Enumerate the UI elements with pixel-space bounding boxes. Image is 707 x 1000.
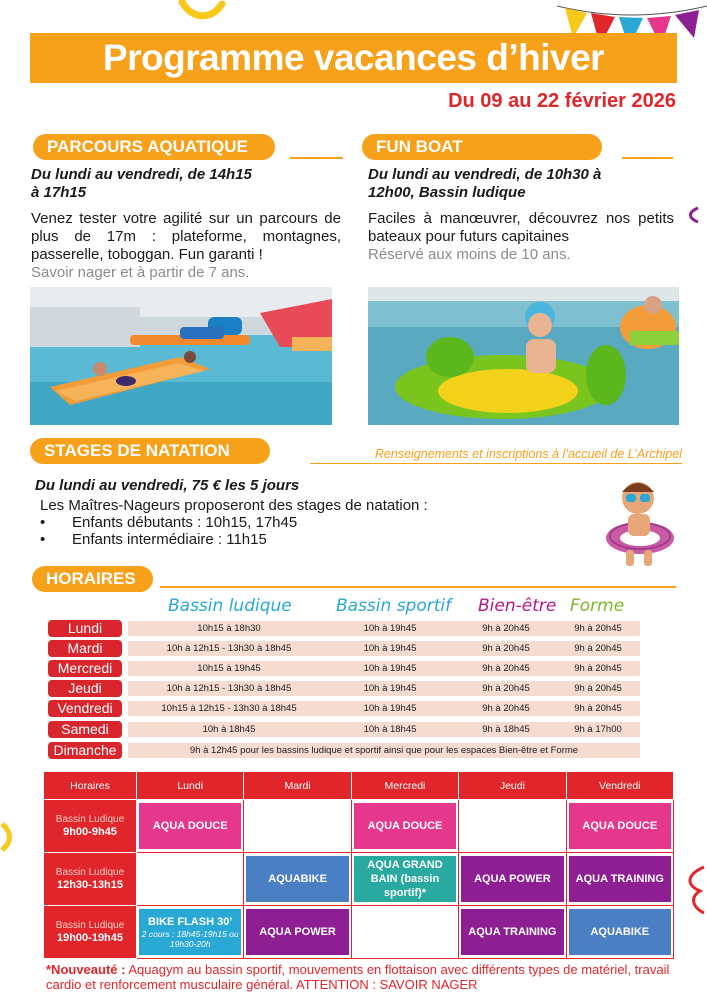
activity-aquabike: AQUABIKE [569, 909, 671, 955]
activity-cell [459, 853, 566, 906]
hours-cell: 9h à 20h45 [482, 703, 530, 714]
parcours-description: Venez tester votre agilité sur un parcours de plus de 17m : plateforme, montagnes, passerelle, toboggan. Fun garanti ! [31, 210, 341, 263]
activity-aqua-training: AQUA TRAINING [569, 856, 671, 902]
hours-cell: 10h à 19h45 [363, 623, 417, 634]
heading-rule [622, 157, 673, 159]
stages-intro: Les Maîtres-Nageurs proposeront des stages de natation : [40, 497, 428, 514]
header-jeudi: Jeudi [459, 772, 566, 800]
hours-cell: 9h à 20h45 [574, 643, 622, 654]
parcours-condition: Savoir nager et à partir de 7 ans. [31, 264, 250, 281]
hours-cell: 9h à 20h45 [574, 703, 622, 714]
activities-table [43, 771, 674, 959]
slot-label: Bassin Ludique 9h00-9h45 [44, 800, 137, 853]
hours-cell: 9h à 18h45 [482, 724, 530, 735]
activity-cell [244, 906, 351, 959]
activity-aqua-douce: AQUA DOUCE [354, 803, 456, 849]
section-heading-parcours: PARCOURS AQUATIQUE [33, 134, 275, 160]
activity-bike-flash: BIKE FLASH 30’ 2 cours : 18h45-19h15 ou 19h30-20h [139, 909, 241, 955]
hours-cell: 9h à 20h45 [482, 683, 530, 694]
heading-rule [160, 586, 676, 588]
hours-cell: 9h à 20h45 [574, 623, 622, 634]
activity-cell [459, 906, 566, 959]
table-header-row [44, 772, 674, 800]
hours-cell: 10h à 12h15 - 13h30 à 18h45 [166, 683, 292, 694]
parcours-schedule: Du lundi au vendredi, de 14h15 à 17h15 [31, 166, 252, 201]
funboat-condition: Réservé aux moins de 10 ans. [368, 246, 571, 263]
footnote-nouveaute: *Nouveauté : Aquagym au bassin sportif, mouvements en flottaison avec différents types de matériel, travail cardio et renforcement musculaire général. ATTENTION : SAVOIR NAGER [46, 962, 670, 992]
hours-cell: 10h à 19h45 [363, 683, 417, 694]
list-item: • Enfants débutants : 10h15, 17h45 [40, 514, 298, 531]
funboat-description: Faciles à manœuvrer, découvrez nos petits bateaux pour futurs capitaines [368, 210, 674, 245]
column-header-bien-etre: Bien-être [478, 596, 557, 616]
activity-cell [244, 853, 351, 906]
table-row [44, 800, 674, 853]
day-label-dimanche: Dimanche [48, 742, 122, 759]
stages-schedule: Du lundi au vendredi, 75 € les 5 jours [35, 477, 300, 494]
header-mercredi: Mercredi [351, 772, 458, 800]
activity-cell [137, 906, 244, 959]
table-row [44, 853, 674, 906]
hours-cell: 10h15 à 12h15 - 13h30 à 18h45 [161, 703, 297, 714]
day-label-mercredi: Mercredi [48, 660, 122, 677]
activity-cell-empty [351, 906, 458, 959]
slot-label: Bassin Ludique 12h30-13h15 [44, 853, 137, 906]
slot-label: Bassin Ludique 19h00-19h45 [44, 906, 137, 959]
activity-aquabike: AQUABIKE [246, 856, 348, 902]
swimmer-kid-illustration [600, 474, 678, 570]
column-header-forme: Forme [570, 596, 625, 616]
hours-cell: 9h à 12h45 pour les bassins ludique et sportif ainsi que pour les espaces Bien-être et Forme [189, 745, 579, 756]
header-vendredi: Vendredi [566, 772, 673, 800]
day-label-lundi: Lundi [48, 620, 122, 637]
column-header-bassin-sportif: Bassin sportif [336, 596, 452, 616]
decorative-swirl-icon [0, 822, 14, 852]
header-lundi: Lundi [137, 772, 244, 800]
hours-cell: 9h à 17h00 [574, 724, 622, 735]
hours-cell: 9h à 20h45 [482, 623, 530, 634]
list-item: • Enfants intermédiaire : 11h15 [40, 531, 267, 548]
activity-cell [566, 800, 673, 853]
page-title: Programme vacances d’hiver [102, 37, 605, 78]
hours-cell: 10h à 18h45 [363, 724, 417, 735]
activity-cell-empty [137, 853, 244, 906]
hours-cell: 10h à 19h45 [363, 663, 417, 674]
hours-cell: 10h à 19h45 [363, 643, 417, 654]
hours-cell: 10h15 à 18h30 [197, 623, 261, 634]
day-label-jeudi: Jeudi [48, 680, 122, 697]
hours-cell: 10h à 19h45 [363, 703, 417, 714]
header-mardi: Mardi [244, 772, 351, 800]
decorative-swirl-icon [178, 0, 248, 22]
registration-info: Renseignements et inscriptions à l’accueil de L’Archipel [310, 447, 682, 464]
table-row [44, 906, 674, 959]
hours-cell: 9h à 20h45 [574, 663, 622, 674]
funboat-photo [368, 287, 679, 425]
activity-cell [351, 800, 458, 853]
activity-aqua-douce: AQUA DOUCE [569, 803, 671, 849]
activity-cell [137, 800, 244, 853]
heading-rule [290, 157, 343, 159]
hours-cell: 9h à 20h45 [482, 643, 530, 654]
hours-cell: 9h à 20h45 [482, 663, 530, 674]
activity-aqua-power: AQUA POWER [246, 909, 348, 955]
hours-cell: 10h à 18h45 [202, 724, 256, 735]
section-heading-stages: STAGES DE NATATION [30, 438, 270, 464]
hours-cell: 10h15 à 19h45 [197, 663, 261, 674]
program-dates: Du 09 au 22 février 2026 [448, 90, 676, 112]
header-horaires: Horaires [44, 772, 137, 800]
activity-aqua-grand-bain: AQUA GRAND BAIN (bassin sportif)* [354, 856, 456, 902]
funboat-schedule: Du lundi au vendredi, de 10h30 à 12h00, Bassin ludique [368, 166, 602, 201]
activity-aqua-power: AQUA POWER [461, 856, 563, 902]
decorative-swirl-icon [684, 206, 700, 224]
hours-cell: 9h à 20h45 [574, 683, 622, 694]
decorative-swirl-icon [682, 865, 707, 915]
activity-cell-empty [459, 800, 566, 853]
activity-cell-empty [244, 800, 351, 853]
day-label-mardi: Mardi [48, 640, 122, 657]
activity-cell [566, 906, 673, 959]
day-label-vendredi: Vendredi [48, 700, 122, 717]
day-label-samedi: Samedi [48, 721, 122, 738]
title-banner [30, 33, 677, 83]
hours-cell: 10h à 12h15 - 13h30 à 18h45 [166, 643, 292, 654]
parcours-photo [30, 287, 332, 425]
column-header-bassin-ludique: Bassin ludique [168, 596, 292, 616]
section-heading-horaires: HORAIRES [32, 566, 153, 592]
activity-aqua-training: AQUA TRAINING [461, 909, 563, 955]
section-heading-funboat: FUN BOAT [362, 134, 602, 160]
activity-cell [351, 853, 458, 906]
activity-aqua-douce: AQUA DOUCE [139, 803, 241, 849]
activity-cell [566, 853, 673, 906]
